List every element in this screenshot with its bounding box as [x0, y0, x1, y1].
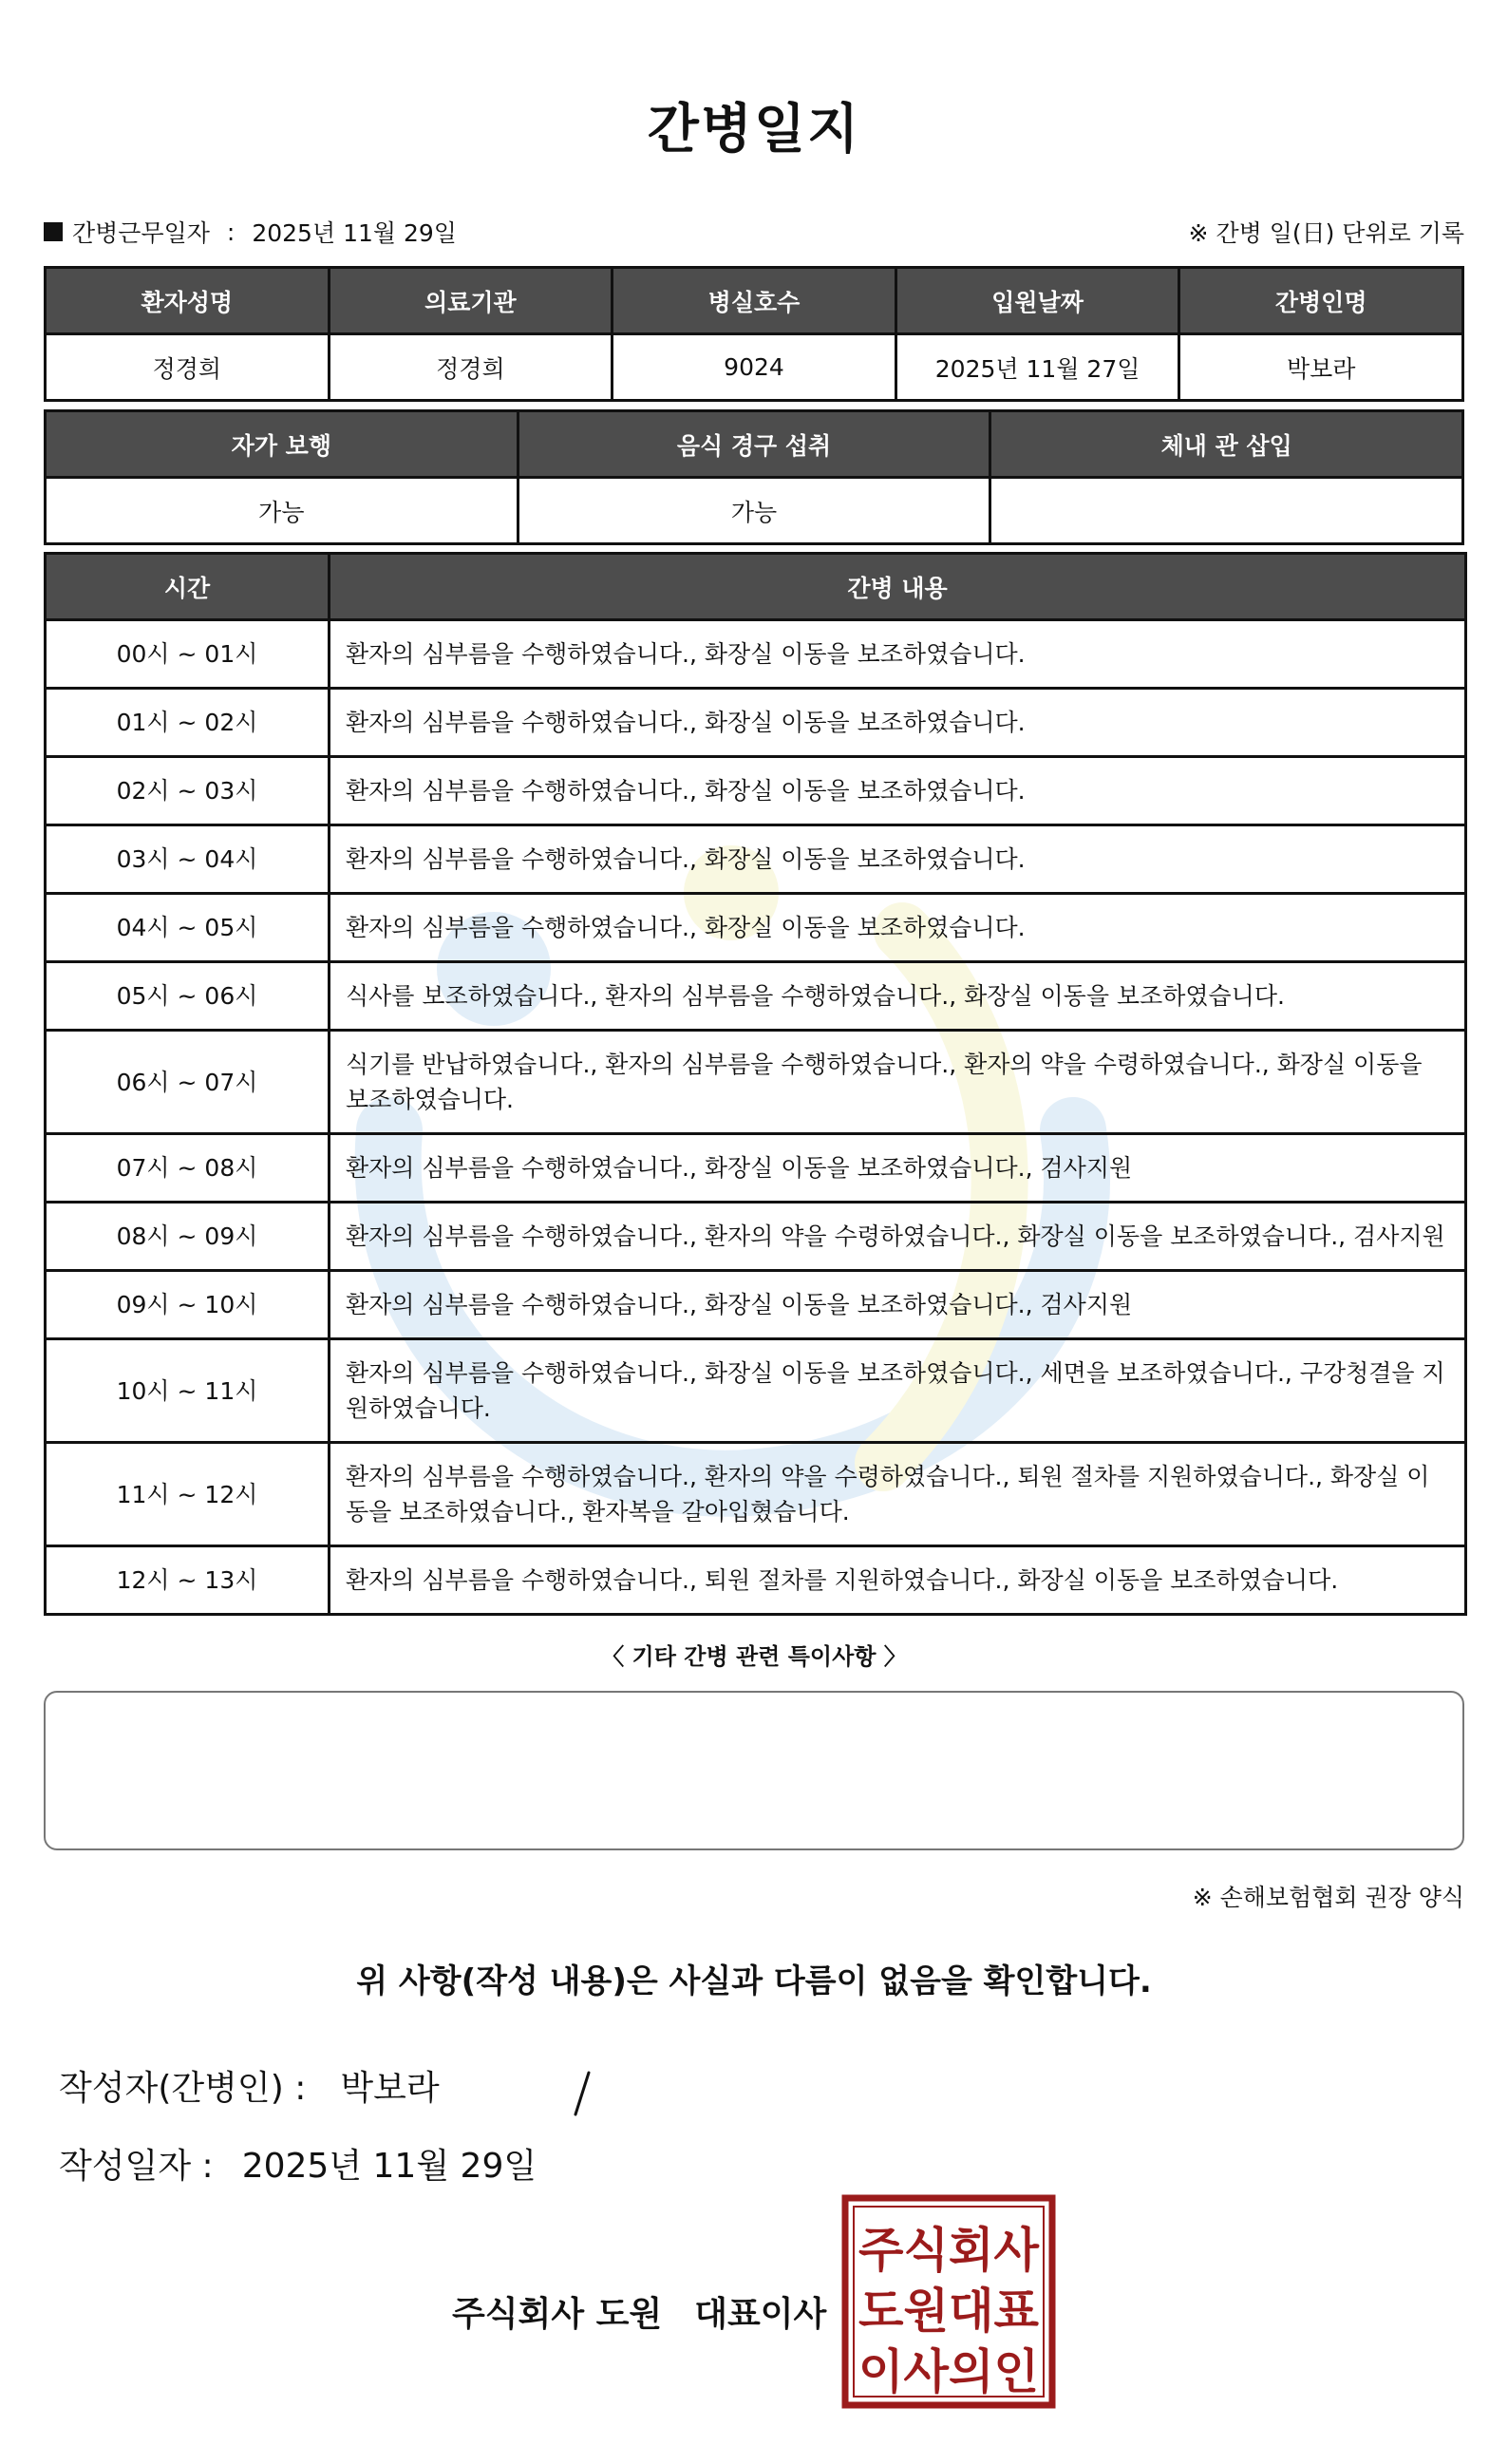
table-row [46, 1031, 1466, 1134]
company-name: 주식회사 도원 [452, 2295, 663, 2334]
header-tube-insertion: 체내 관 삽입 [990, 411, 1463, 478]
table-row [46, 825, 1466, 894]
header-oral-intake: 음식 경구 섭취 [518, 411, 990, 478]
row-time: 04시 ~ 05시 [46, 894, 330, 962]
row-time: 05시 ~ 06시 [46, 962, 330, 1031]
table-row [46, 1546, 1466, 1615]
writer-name: 박보라 [340, 2069, 440, 2108]
institution: 정경희 [329, 334, 613, 401]
confirmation-statement: 위 사항(작성 내용)은 사실과 다름이 없음을 확인합니다. [356, 1962, 1152, 2000]
form-source-note: ※ 손해보험협회 권장 양식 [1192, 1884, 1464, 1911]
row-content: 환자의 심부름을 수행하였습니다., 화장실 이동을 보조하였습니다., 세면을 보조하였습니다., 구강청결을 지원하였습니다. [330, 1339, 1466, 1443]
row-content: 환자의 심부름을 수행하였습니다., 화장실 이동을 보조하였습니다. [330, 825, 1466, 894]
bullet-square-icon [44, 222, 63, 241]
special-notes-title: 〈 기타 간병 관련 특이사항 〉 [601, 1643, 907, 1670]
caregiver-name: 박보라 [1179, 334, 1463, 401]
row-time: 12시 ~ 13시 [46, 1546, 330, 1615]
row-content: 환자의 심부름을 수행하였습니다., 화장실 이동을 보조하였습니다. [330, 689, 1466, 757]
row-time: 01시 ~ 02시 [46, 689, 330, 757]
row-content: 환자의 심부름을 수행하였습니다., 화장실 이동을 보조하였습니다. [330, 757, 1466, 825]
seal-line-3: 이사의인 [858, 2344, 1039, 2399]
row-time: 02시 ~ 03시 [46, 757, 330, 825]
header-caregiver-name: 간병인명 [1179, 268, 1463, 334]
table-row [46, 1271, 1466, 1339]
work-date-separator: : [226, 218, 236, 246]
oral-intake-value: 가능 [518, 478, 990, 544]
row-content: 환자의 심부름을 수행하였습니다., 화장실 이동을 보조하였습니다., 검사지원 [330, 1134, 1466, 1203]
work-date-row [44, 215, 1464, 249]
special-notes-box [44, 1691, 1464, 1850]
signature-stroke-icon [570, 2069, 593, 2118]
row-time: 08시 ~ 09시 [46, 1203, 330, 1271]
row-time: 00시 ~ 01시 [46, 620, 330, 689]
row-content: 식기를 반납하였습니다., 환자의 심부름을 수행하였습니다., 환자의 약을 수령하였습니다., 화장실 이동을 보조하였습니다. [330, 1031, 1466, 1134]
document-title: 간병일지 [647, 99, 861, 161]
table-row [46, 1203, 1466, 1271]
patient-name: 정경희 [46, 334, 330, 401]
table-row [46, 689, 1466, 757]
header-care-content: 간병 내용 [330, 554, 1466, 620]
written-date-line [59, 2139, 537, 2188]
self-walking-value: 가능 [46, 478, 518, 544]
row-time: 06시 ~ 07시 [46, 1031, 330, 1134]
table-row [46, 1134, 1466, 1203]
company-representative-title: 대표이사 [694, 2295, 827, 2334]
writer-label: 작성자(간병인) : [59, 2069, 307, 2108]
record-unit-note: ※ 간병 일(日) 단위로 기록 [1188, 219, 1464, 247]
row-content: 환자의 심부름을 수행하였습니다., 화장실 이동을 보조하였습니다. [330, 620, 1466, 689]
table-row [46, 1339, 1466, 1443]
written-date-value: 2025년 11월 29일 [241, 2147, 537, 2186]
row-time: 10시 ~ 11시 [46, 1339, 330, 1443]
row-content: 환자의 심부름을 수행하였습니다., 화장실 이동을 보조하였습니다., 검사지원 [330, 1271, 1466, 1339]
header-patient-name: 환자성명 [46, 268, 330, 334]
row-content: 환자의 심부름을 수행하였습니다., 환자의 약을 수령하였습니다., 퇴원 절차를 지원하였습니다., 화장실 이동을 보조하였습니다., 환자복을 갈아입혔습니다. [330, 1443, 1466, 1546]
work-date-value: 2025년 11월 29일 [252, 219, 457, 247]
row-content: 환자의 심부름을 수행하였습니다., 환자의 약을 수령하였습니다., 화장실 이동을 보조하였습니다., 검사지원 [330, 1203, 1466, 1271]
patient-info-table [44, 266, 1464, 402]
company-line [452, 2287, 826, 2336]
header-institution: 의료기관 [329, 268, 613, 334]
row-time: 03시 ~ 04시 [46, 825, 330, 894]
row-time: 07시 ~ 08시 [46, 1134, 330, 1203]
written-date-label: 작성일자 : [59, 2147, 214, 2186]
work-date-label: 간병근무일자 [72, 219, 210, 247]
row-content: 환자의 심부름을 수행하였습니다., 퇴원 절차를 지원하였습니다., 화장실 이동을 보조하였습니다. [330, 1546, 1466, 1615]
care-log-table [44, 552, 1467, 1616]
table-row [46, 1443, 1466, 1546]
table-row [46, 757, 1466, 825]
header-self-walking: 자가 보행 [46, 411, 518, 478]
seal-line-1: 주식회사 [858, 2223, 1040, 2278]
writer-line [59, 2061, 440, 2110]
company-seal-icon [841, 2194, 1056, 2409]
header-admission-date: 입원날짜 [895, 268, 1179, 334]
row-time: 09시 ~ 10시 [46, 1271, 330, 1339]
table-row [46, 962, 1466, 1031]
row-content: 식사를 보조하였습니다., 환자의 심부름을 수행하였습니다., 화장실 이동을 보조하였습니다. [330, 962, 1466, 1031]
header-room-number: 병실호수 [613, 268, 896, 334]
header-time: 시간 [46, 554, 330, 620]
patient-status-table [44, 409, 1464, 545]
tube-insertion-value [990, 478, 1463, 544]
admission-date: 2025년 11월 27일 [895, 334, 1179, 401]
seal-line-2: 도원대표 [858, 2284, 1040, 2339]
row-time: 11시 ~ 12시 [46, 1443, 330, 1546]
table-row [46, 894, 1466, 962]
table-row [46, 620, 1466, 689]
row-content: 환자의 심부름을 수행하였습니다., 화장실 이동을 보조하였습니다. [330, 894, 1466, 962]
room-number: 9024 [613, 334, 896, 401]
